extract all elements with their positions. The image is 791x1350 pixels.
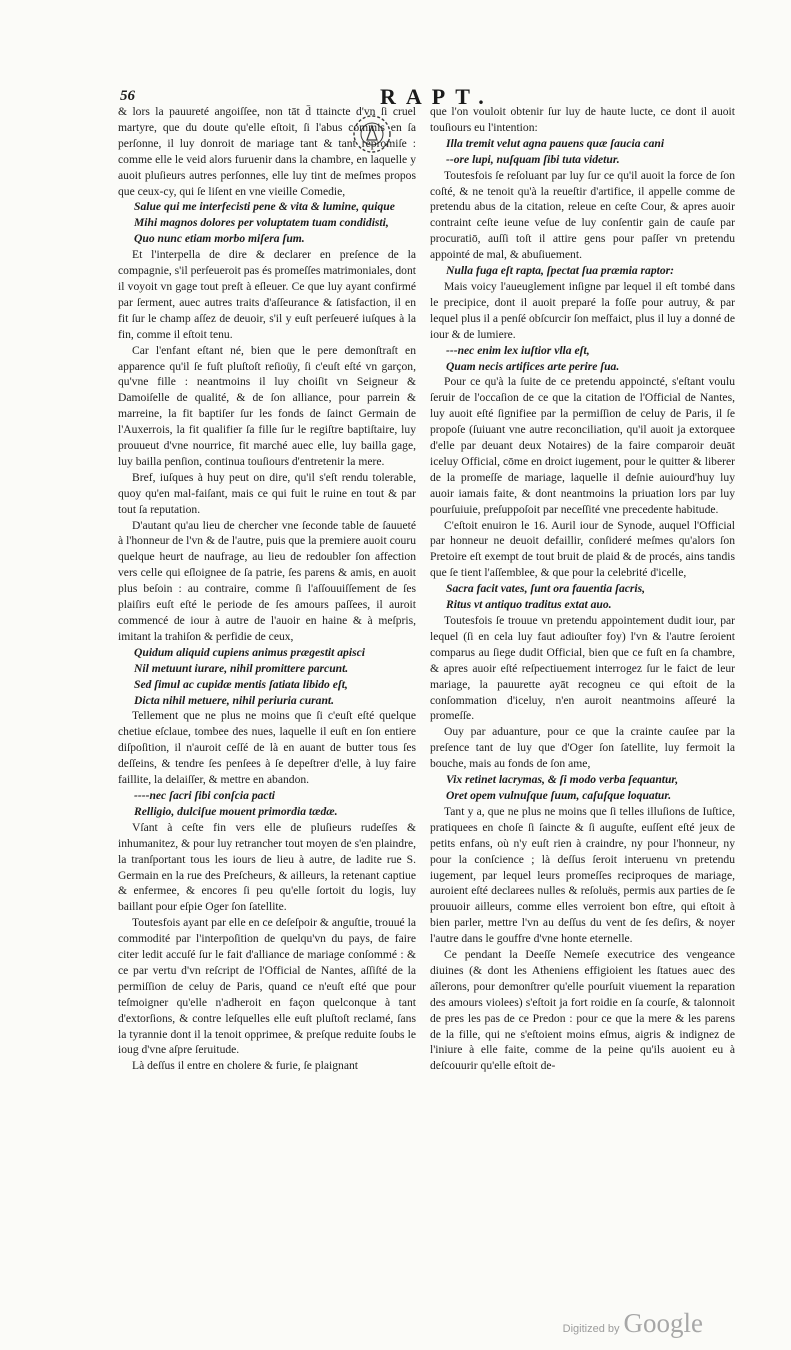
latin-verse: [430, 772, 735, 804]
left-column: [118, 104, 416, 1074]
paragraph: Là deſſus il entre en cholere & furie, ſe plaignant: [132, 1059, 358, 1073]
verse-line: Sed ſimul ac cupidæ mentis ſatiata libido eſt,: [134, 677, 348, 691]
verse-line: Salue qui me interfecisti pene & vita & lumine, quique: [134, 200, 395, 214]
verse-line: Quidum aliquid cupiens animus prægestit apisci: [134, 645, 365, 659]
verse-line: Mihi magnos dolores per voluptatem tuam condidisti,: [134, 216, 389, 230]
right-column: [430, 104, 735, 1074]
paragraph: Toutesfois ſe trouue vn pretendu appointement dudit iour, par lequel (ſi en cela luy faut adiouſter foy) l'vn & l'autre ſeroient comparus au ſiege dudit Official, bien que ce fuſt en ſa chambre, & apres auoir eſté reſpectiuement interrogez ſur le faict de leur mariage, la pauurette ayāt recogneu ce qui eſtoit de la conſommation d'iceluy, n'en auroit neantmoins aſſeuré la promeſſe.: [430, 614, 735, 723]
paragraph: Vſant à ceſte fin vers elle de pluſieurs rudeſſes & inhumanitez, & pour luy retrancher tout moyen de s'en plaindre, la tranſportant tous les iours de lieu à autre, de ladite rue S. Germain en la rue des Preſcheurs, & ailleurs, la retenant captiue & enfermee, & encores ſi peu qu'elle ſortoit du logis, luy baillant pour eſpie Oger ſon ſatellite.: [118, 820, 416, 914]
paragraph: Mais voicy l'aueuglement inſigne par lequel il eſt tombé dans le precipice, dont il auoit preparé la foſſe pour autruy, & par lequel plus il a penſé obſcurcir ſon meſfaict, plus il luy a donné de iour & de lumiere.: [430, 279, 735, 341]
paragraph: Car l'enfant eſtant né, bien que le pere demonſtraſt en apparence qu'il ſe fuſt pluſtoſt reſioüy, ſi c'euſt eſté vn garçon, qu'vne fille : neantmoins il luy choiſit vn Seigneur & Damoiſelle de qualité, & de ſon alliance, pour parrein & marreine, la fit baptiſer ſur les fonds de ſainct Germain de l'Auxerrois, la fit qualifier ſa fille ſur le regiſtre baptiſtaire, luy prouueut d'vne nourrice, fit marché auec elle, luy bailla gage, luy bailla penſion, continua touſiours d'entretenir la mere.: [118, 343, 416, 468]
latin-verse: [430, 263, 735, 279]
paragraph: Et l'interpella de dire & declarer en preſence de la compagnie, s'il perſeueroit pas és promeſſes matrimoniales, dont il voyoit vn gage tout preſt à eſleuer. Ce que luy ayant confirmé par ſerment, auec autres traits d'aſſeurance & ſatisfaction, il en fit ſur le champ aſſez de deuoir, s'il y euſt perſeueré iuſques à la fin, comme il eſtoit tenu.: [118, 248, 416, 341]
verse-line: ---nec enim lex iuſtior vlla eſt,: [446, 343, 590, 357]
paragraph: Pour ce qu'à la ſuite de ce pretendu appoincté, s'eſtant voulu ſeruir de l'occaſion de ce que la citation de l'Official de Nantes, luy auoit eſté ſignifiee par la permiſſion de celuy de Paris, il ſe propoſe (ſuiuant vne autre reconciliation, qu'il auoit ja extorquee d'elle par deuant deux Notaires) de la faire comparoir deuāt iceluy Official, cōme en droict iugement, pour le quitter & liberer de la promeſſe de mariage, laquelle il deſnie auiourd'huy luy auoir iamais faite, & dont neantmoins la priuation lors par luy pourſuiuie, preſuppoſoit par neceſſité vne precedente habitude.: [430, 375, 735, 516]
running-head: RAPT.: [380, 84, 494, 109]
page-number: 56: [120, 88, 135, 104]
verse-line: Vix retinet lacrymas, & ſi modo verba ſequantur,: [446, 773, 679, 787]
google-logo: Google: [623, 1308, 703, 1338]
paragraph: Ouy par aduanture, pour ce que la crainte cauſee par la preſence tant de luy que d'Oger ſon ſatellite, luy fermoit la bouche, mais au fonds de ſon ame,: [430, 725, 735, 771]
verse-line: Ritus vt antiquo traditus extat auo.: [446, 598, 612, 612]
paragraph: Ce pendant la Deeſſe Nemeſe executrice des vengeance diuines (& dont les Atheniens effigioient les ſtatues auec des aîlerons, pour demonſtrer qu'elle pourſuit viuement la reparation des amours violees) s'eſtoit ja fort roidie en ſa courſe, & talonnoit de pres les pas de ce Predon : pour ce que la mere & les parens de la fille, qui ne s'eſtoient moins eſmus, aigris & indignez de l'iniure à elle faite, comme de la peine qu'ils auoient eu à deſcouurir qu'elle eſtoit de-: [430, 948, 735, 1073]
verse-line: Illa tremit velut agna pauens quæ ſaucia cani: [446, 136, 665, 150]
latin-verse: [430, 136, 735, 168]
digitization-footer: [563, 1308, 703, 1339]
paragraph: Toutesfois ſe reſoluant par luy ſur ce qu'il auoit la force de ſon coſté, & ne tenoit qu'à la reueſtir d'artifice, il appelle comme de pretendu abus de la citation, releue en ceſte Cour, & apres auoir contraint ceſte ieune veſue de luy conſentir gain de cauſe par procuratiō, auſſi toſt il attire gens pour paſſer vn pretendu appointé de mal, & abuſiuement.: [430, 168, 735, 262]
paragraph: que l'on vouloit obtenir ſur luy de haute lucte, ce dont il auoit touſiours eu l'intention:: [430, 105, 735, 134]
paragraph: Toutesfois ayant par elle en ce deſeſpoir & anguſtie, trouué la commodité par l'interpoſition de quelqu'vn du pays, de faire citer ledit accuſé ſur le fait d'alliance de mariage conſommé : & ce par vertu d'vn reſcript de l'Official de Nantes, aſſiſté de la permiſſion de celuy de Paris, quand ce n'euſt eſté que pour teſmoigner qu'elle n'adheroit en façon quelconque à tant d'extorſions, & contre leſquelles elle euſt pluſtoſt reclamé, ſans la tyrannie dont il la tenoit opprimee, & preſque reduite ſoubs le ioug d'vne aſpre ſeruitude.: [118, 916, 416, 1057]
paragraph: D'autant qu'au lieu de chercher vne ſeconde table de ſauueté à l'honneur de l'vn & de l'autre, puis que la premiere auoit couru quelque heurt de naufrage, au lieu de redoubler ſon affection vers celle qui eſloignee de ſa patrie, ſes parens & amis, en auoit plus beſoin : au contraire, comme ſi l'aſſouuiſſement de ſes plaiſirs euſt eſté le periode de ſes amours paſſees, il auroit commencé de iour à autre de l'auoir en haine & à meſpris, imitant la trahiſon & perfidie de ceux,: [118, 518, 416, 643]
latin-verse: [118, 645, 416, 709]
verse-line: Relligio, dulciſue mouent primordia tædæ.: [134, 804, 338, 818]
latin-verse: [430, 343, 735, 375]
verse-line: Sacra facit vates, ſunt ora fauentia ſacris,: [446, 582, 646, 596]
paragraph: C'eſtoit enuiron le 16. Auril iour de Synode, auquel l'Official par honneur ne deuoit defaillir, conſideré meſmes qu'alors ſon Pretoire eſt exempt de tout bruit de plaid & de procés, ains tandis que ſe tient l'aſſemblee, & que pour la celebrité d'icelle,: [430, 518, 735, 580]
paragraph: Tellement que ne plus ne moins que ſi c'euſt eſté quelque chetiue eſclaue, tombee des nues, laquelle il euſt en ſon entiere diſpoſition, il n'auroit ceſſé de là en auant de butter tous ſes deſſeins, & tendre ſes penſees à ſe depeſtrer d'elle, à luy faire faillite, la delaiſſer, & mettre en abandon.: [118, 709, 416, 787]
paragraph: Tant y a, que ne plus ne moins que ſi telles illuſions de Iuſtice, pratiquees en choſe ſi ſaincte & ſi auguſte, euſſent eſté jeux de petits enfans, où n'y euſt rien à craindre, ny pour l'honneur, ny pour la conſcience ; là deſſus ſeroit interuenu vn pretendu iugement, par lequel leurs promeſſes reciproques de mariage, auroient eſté declarees nulles & reſoluës, permis aux parties de ſe prouuoir ailleurs, comme elles verroient bon eſtre, qui eſtoit à bien parler, mettre l'vn au deſſus du vent de ſes deſirs, & noyer l'autre dans le gouffre d'vne honte eternelle.: [430, 804, 735, 946]
verse-line: ----nec ſacri ſibi conſcia pacti: [134, 788, 276, 802]
verse-line: Dicta nihil metuere, nihil periuria curant.: [134, 693, 335, 707]
paragraph: Bref, iuſques à huy peut on dire, qu'il s'eſt rendu tolerable, quoy qu'en mal-faiſant, mais ce qui fuit le ruine en tout & par tout ſa reputation.: [118, 470, 416, 516]
verse-line: Nil metuunt iurare, nihil promittere parcunt.: [134, 661, 349, 675]
verse-line: Quo nunc etiam morbo miſera ſum.: [134, 232, 305, 246]
verse-line: Quam necis artifices arte perire ſua.: [446, 359, 620, 373]
verse-line: Oret opem vulnuſque ſuum, caſuſque loquatur.: [446, 788, 672, 802]
digitized-by-label: Digitized by: [562, 1323, 620, 1335]
latin-verse: [430, 581, 735, 613]
verse-line: --ore lupi, nuſquam ſibi tuta videtur.: [446, 152, 620, 166]
verse-line: Nulla fuga eſt rapta, ſpectat ſua præmia raptor:: [446, 264, 675, 278]
latin-verse: [118, 788, 416, 820]
latin-verse: [118, 199, 416, 247]
paragraph: & lors la pauureté angoiſſee, non tāt d̄ ttaincte d'vn ſi cruel martyre, que du doute qu'elle eſtoit, ſi l'abus commis en ſa perſonne, il luy donroit de mariage tant & tant repromiſe : comme elle le veid alors furuenir dans la chambre, en laquelle y auoit pluſieurs autres perſonnes, elle luy tint de meſmes propos que ceux-cy, qui ſe liſent en vne vieille Comedie,: [118, 105, 416, 198]
